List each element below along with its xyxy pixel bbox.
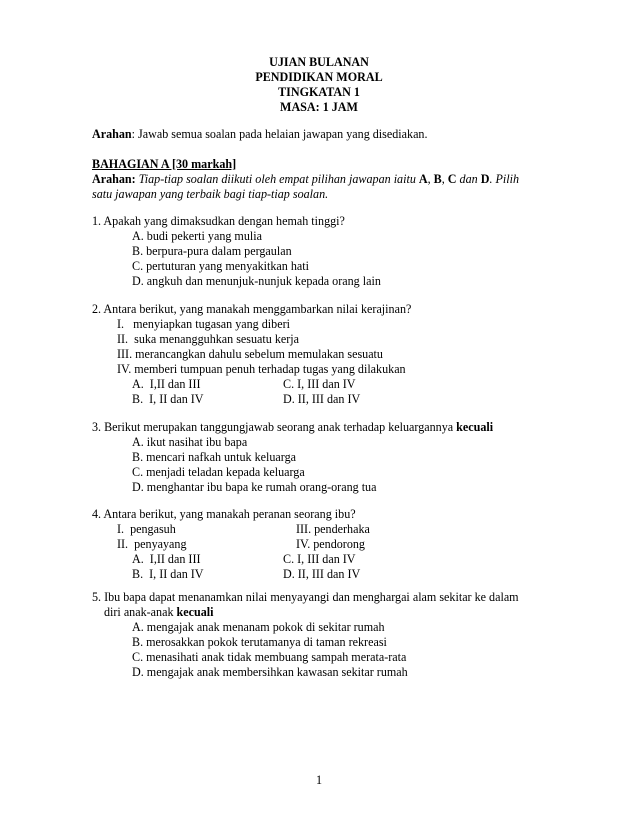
- choice-letter-b: B: [433, 172, 442, 186]
- question-5-except-keyword: kecuali: [176, 605, 214, 619]
- section-instruction-text: Tiap-tiap soalan diikuti oleh empat pilihan jawapan iaitu: [135, 172, 419, 186]
- question-1-stem: 1. Apakah yang dimaksudkan dengan hemah tinggi?: [92, 214, 345, 228]
- question-5-option-a: A. mengajak anak menanam pokok di sekitar rumah: [132, 620, 385, 634]
- separator: ,: [427, 172, 434, 186]
- question-2-statement-i: I. menyiapkan tugasan yang diberi: [117, 317, 290, 331]
- exam-title: UJIAN BULANAN: [269, 55, 369, 69]
- question-5-option-b: B. merosakkan pokok terutamanya di taman rekreasi: [132, 635, 387, 649]
- question-4-option-c: C. I, III dan IV: [283, 552, 356, 566]
- question-4-statement-i: I. pengasuh: [117, 522, 176, 536]
- section-instruction-text: . Pilih: [489, 172, 520, 186]
- instruction-label: Arahan: [92, 127, 132, 141]
- section-a-instruction: [92, 172, 519, 187]
- question-2-option-a: A. I,II dan III: [132, 377, 201, 391]
- question-1-option-a: A. budi pekerti yang mulia: [132, 229, 262, 243]
- question-4-statement-ii: II. penyayang: [117, 537, 187, 551]
- question-2-statement-iii: III. merancangkan dahulu sebelum memulakan sesuatu: [117, 347, 383, 361]
- choice-letter-c: C: [447, 172, 457, 186]
- question-2-statement-ii: II. suka menangguhkan sesuatu kerja: [117, 332, 300, 346]
- section-a-instruction-line2: satu jawapan yang terbaik bagi tiap-tiap soalan.: [92, 187, 329, 201]
- question-2-stem: 2. Antara berikut, yang manakah menggambarkan nilai kerajinan?: [92, 302, 412, 316]
- question-3-option-c: C. menjadi teladan kepada keluarga: [132, 465, 305, 479]
- section-a-title: BAHAGIAN A [30 markah]: [92, 157, 237, 171]
- question-1-option-b: B. berpura-pura dalam pergaulan: [132, 244, 292, 258]
- question-1-option-c: C. pertuturan yang menyakitkan hati: [132, 259, 309, 273]
- question-3-option-b: B. mencari nafkah untuk keluarga: [132, 450, 296, 464]
- question-3-stem: [92, 420, 493, 435]
- question-5-option-c: C. menasihati anak tidak membuang sampah merata-rata: [132, 650, 407, 664]
- conjunction: dan: [456, 172, 481, 186]
- question-1-option-d: D. angkuh dan menunjuk-nunjuk kepada orang lain: [132, 274, 381, 288]
- form-level: TINGKATAN 1: [278, 85, 360, 99]
- question-5-stem-line2: [104, 605, 214, 620]
- question-4-statement-iv: IV. pendorong: [296, 537, 365, 551]
- question-3-option-a: A. ikut nasihat ibu bapa: [132, 435, 248, 449]
- question-2-option-d: D. II, III dan IV: [283, 392, 361, 406]
- choice-letter-a: A: [418, 172, 428, 186]
- page-number: 1: [315, 773, 323, 787]
- question-3-except-keyword: kecuali: [456, 420, 494, 434]
- question-5-stem-text: diri anak-anak: [104, 605, 177, 619]
- question-2-option-b: B. I, II dan IV: [132, 392, 204, 406]
- exam-duration: MASA: 1 JAM: [280, 100, 358, 114]
- section-instruction-label: Arahan:: [92, 172, 136, 186]
- choice-letter-d: D: [480, 172, 490, 186]
- separator: ,: [441, 172, 448, 186]
- instruction-text: : Jawab semua soalan pada helaian jawapan yang disediakan.: [131, 127, 428, 141]
- question-4-option-b: B. I, II dan IV: [132, 567, 204, 581]
- question-3-stem-text: 3. Berikut merupakan tanggungjawab seorang anak terhadap keluargannya: [92, 420, 457, 434]
- general-instruction: [92, 127, 428, 142]
- question-4-option-d: D. II, III dan IV: [283, 567, 361, 581]
- question-4-option-a: A. I,II dan III: [132, 552, 201, 566]
- question-4-statement-iii: III. penderhaka: [296, 522, 370, 536]
- question-5-option-d: D. mengajak anak membersihkan kawasan sekitar rumah: [132, 665, 408, 679]
- question-3-option-d: D. menghantar ibu bapa ke rumah orang-orang tua: [132, 480, 377, 494]
- question-4-stem: 4. Antara berikut, yang manakah peranan seorang ibu?: [92, 507, 356, 521]
- question-2-statement-iv: IV. memberi tumpuan penuh terhadap tugas yang dilakukan: [117, 362, 406, 376]
- question-2-option-c: C. I, III dan IV: [283, 377, 356, 391]
- subject-title: PENDIDIKAN MORAL: [255, 70, 383, 84]
- question-5-stem-line1: 5. Ibu bapa dapat menanamkan nilai menyayangi dan menghargai alam sekitar ke dalam: [92, 590, 519, 604]
